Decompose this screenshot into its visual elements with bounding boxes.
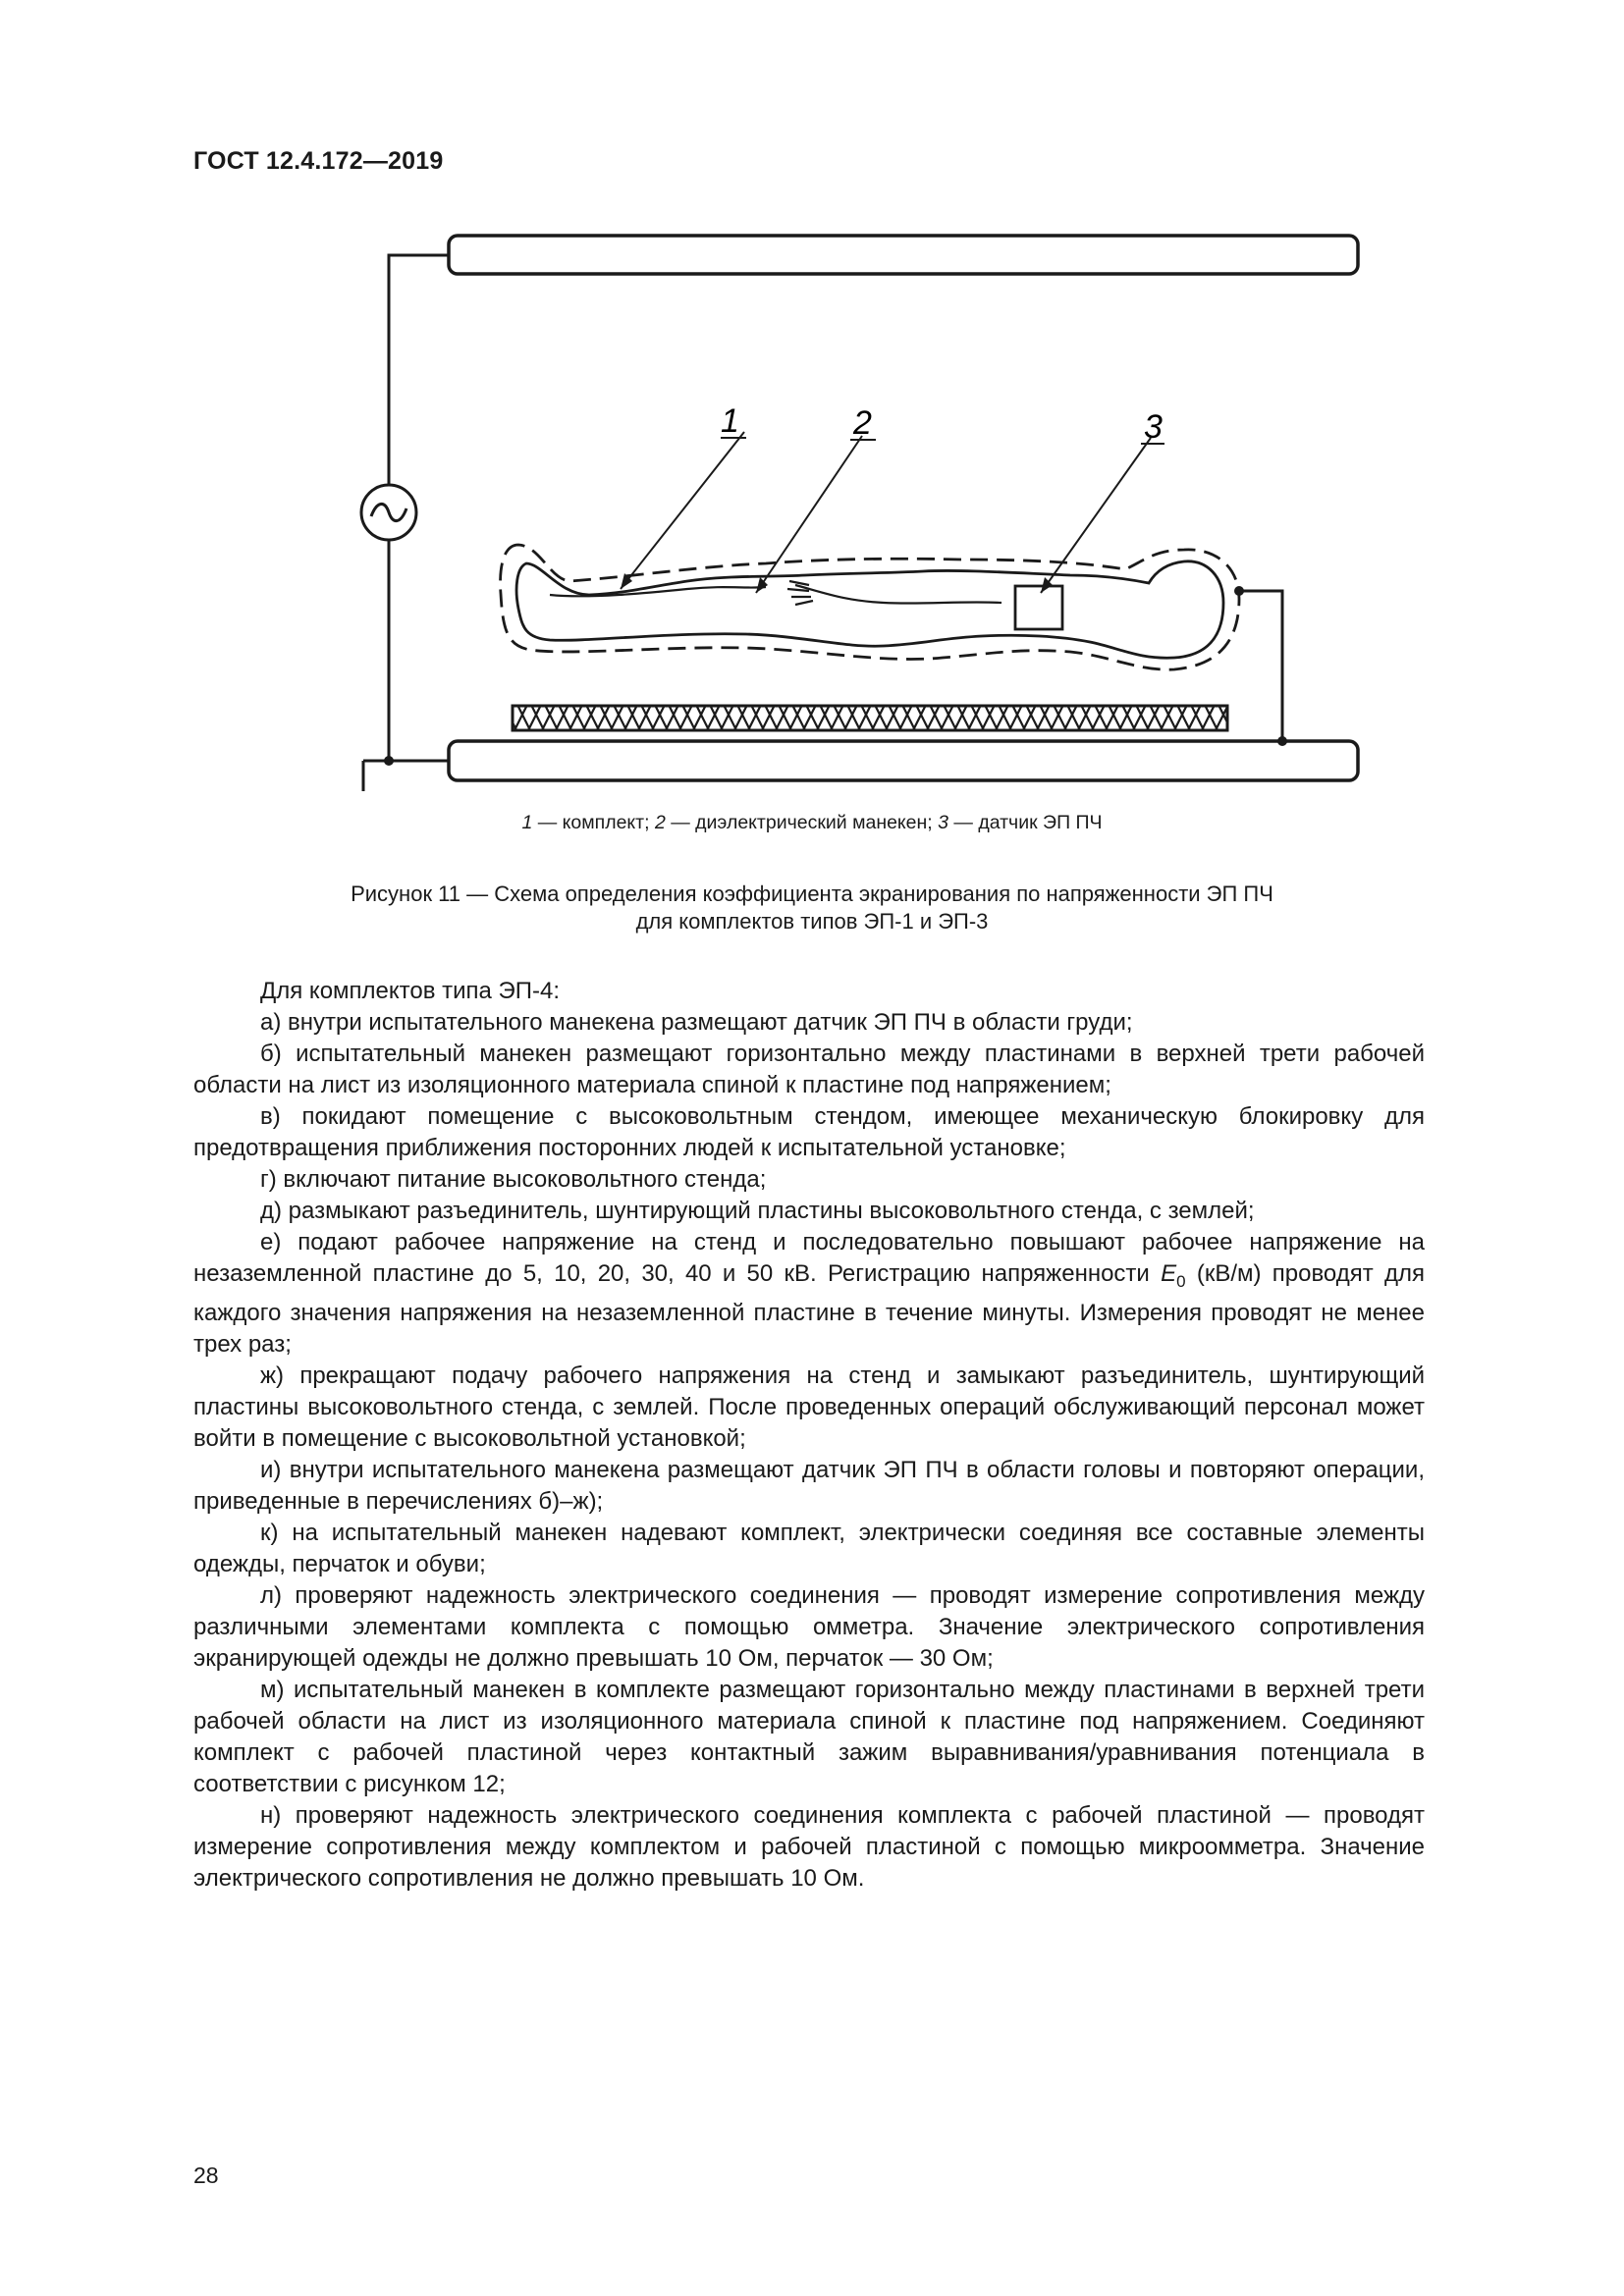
insulating-sheet: [513, 706, 1227, 730]
caption-line-2: для комплектов типов ЭП-1 и ЭП-3: [635, 909, 989, 934]
field-strength-symbol: $E_0$: [1161, 1260, 1186, 1291]
mannequin-hand: [787, 581, 813, 605]
list-item: е) подают рабочее напряжение на стенд и последовательно повышают рабочее напряжение на незаземленной пластине до 5, 10, 20, 30, 40 и 50 кВ. Регистрацию напряженности $E_0$ (кВ/м) проводят для каждого значения напряжения на незаземленной пластине в течение минуты. Измерения проводят не менее трех раз;: [193, 1229, 1425, 1358]
list-item: м) испытательный манекен в комплекте размещают горизонтально между пластинами в верхней трети рабочей области на лист из изоляционного материала спиной к пластине под напряжением. Соединяют комплект с рабочей пластиной через контактный зажим выравнивания/уравнивания потенциала в соответствии с рисунком 12;: [193, 1676, 1425, 1797]
figure-11-schematic: [0, 0, 1624, 805]
list-item: к) на испытательный манекен надевают комплект, электрически соединяя все составные элементы одежды, перчаток и обуви;: [193, 1519, 1425, 1577]
callout-3: 3: [1144, 408, 1163, 446]
list-item: л) проверяют надежность электрического соединения — проводят измерение сопротивления между различными элементами комплекта с помощью омметра. Значение электрического сопротивления экранирующей одежды не должно превышать 10 Ом, перчаток — 30 Ом;: [193, 1581, 1425, 1672]
list-item: д) размыкают разъединитель, шунтирующий пластины высоковольтного стенда, с землей;: [260, 1198, 1255, 1224]
list-item: г) включают питание высоковольтного стенда;: [260, 1166, 767, 1193]
junction-dot: [1277, 736, 1287, 746]
list-item: б) испытательный манекен размещают горизонтально между пластинами в верхней трети рабочей области на лист из изоляционного материала спиной к пластине под напряжением;: [193, 1041, 1425, 1098]
document-header: ГОСТ 12.4.172—2019: [193, 147, 444, 175]
ac-source-icon: [361, 485, 416, 540]
figure-caption: [0, 881, 1624, 935]
sensor-box: [1015, 586, 1062, 629]
list-item: а) внутри испытательного манекена размещают датчик ЭП ПЧ в области груди;: [260, 1009, 1133, 1036]
paragraph-intro: Для комплектов типа ЭП-4:: [260, 978, 561, 1004]
figure-legend: 1 — комплект; 2 — диэлектрический манекен; 3 — датчик ЭП ПЧ: [521, 812, 1103, 833]
mannequin-body: [516, 561, 1223, 658]
callout-2: 2: [853, 404, 872, 442]
body-text: [193, 976, 1425, 1895]
junction-dot: [384, 756, 394, 766]
lower-plate: [449, 741, 1358, 780]
page-number: 28: [193, 2163, 219, 2188]
caption-line-1: Рисунок 11 — Схема определения коэффициента экранирования по напряженности ЭП ПЧ: [351, 881, 1273, 906]
list-item: ж) прекращают подачу рабочего напряжения на стенд и замыкают разъединитель, шунтирующий пластины высоковольтного стенда, с землей. После проведенных операций обслуживающий персонал может войти в помещение с высоковольтной установкой;: [193, 1362, 1425, 1452]
leader-lines: [621, 432, 1151, 593]
list-item: и) внутри испытательного манекена размещают датчик ЭП ПЧ в области головы и повторяют операции, приведенные в перечислениях б)–ж);: [193, 1456, 1425, 1515]
upper-plate: [449, 236, 1358, 274]
list-item: н) проверяют надежность электрического соединения комплекта с рабочей пластиной — проводят измерение сопротивления между комплектом и рабочей пластиной с помощью микроомметра. Значение электрического сопротивления не должно превышать 10 Ом.: [193, 1801, 1425, 1892]
mannequin-arm: [795, 585, 1001, 604]
list-item: в) покидают помещение с высоковольтным стендом, имеющее механическую блокировку для предотвращения приближения посторонних людей к испытательной установке;: [193, 1103, 1425, 1161]
callout-1: 1: [721, 402, 739, 440]
